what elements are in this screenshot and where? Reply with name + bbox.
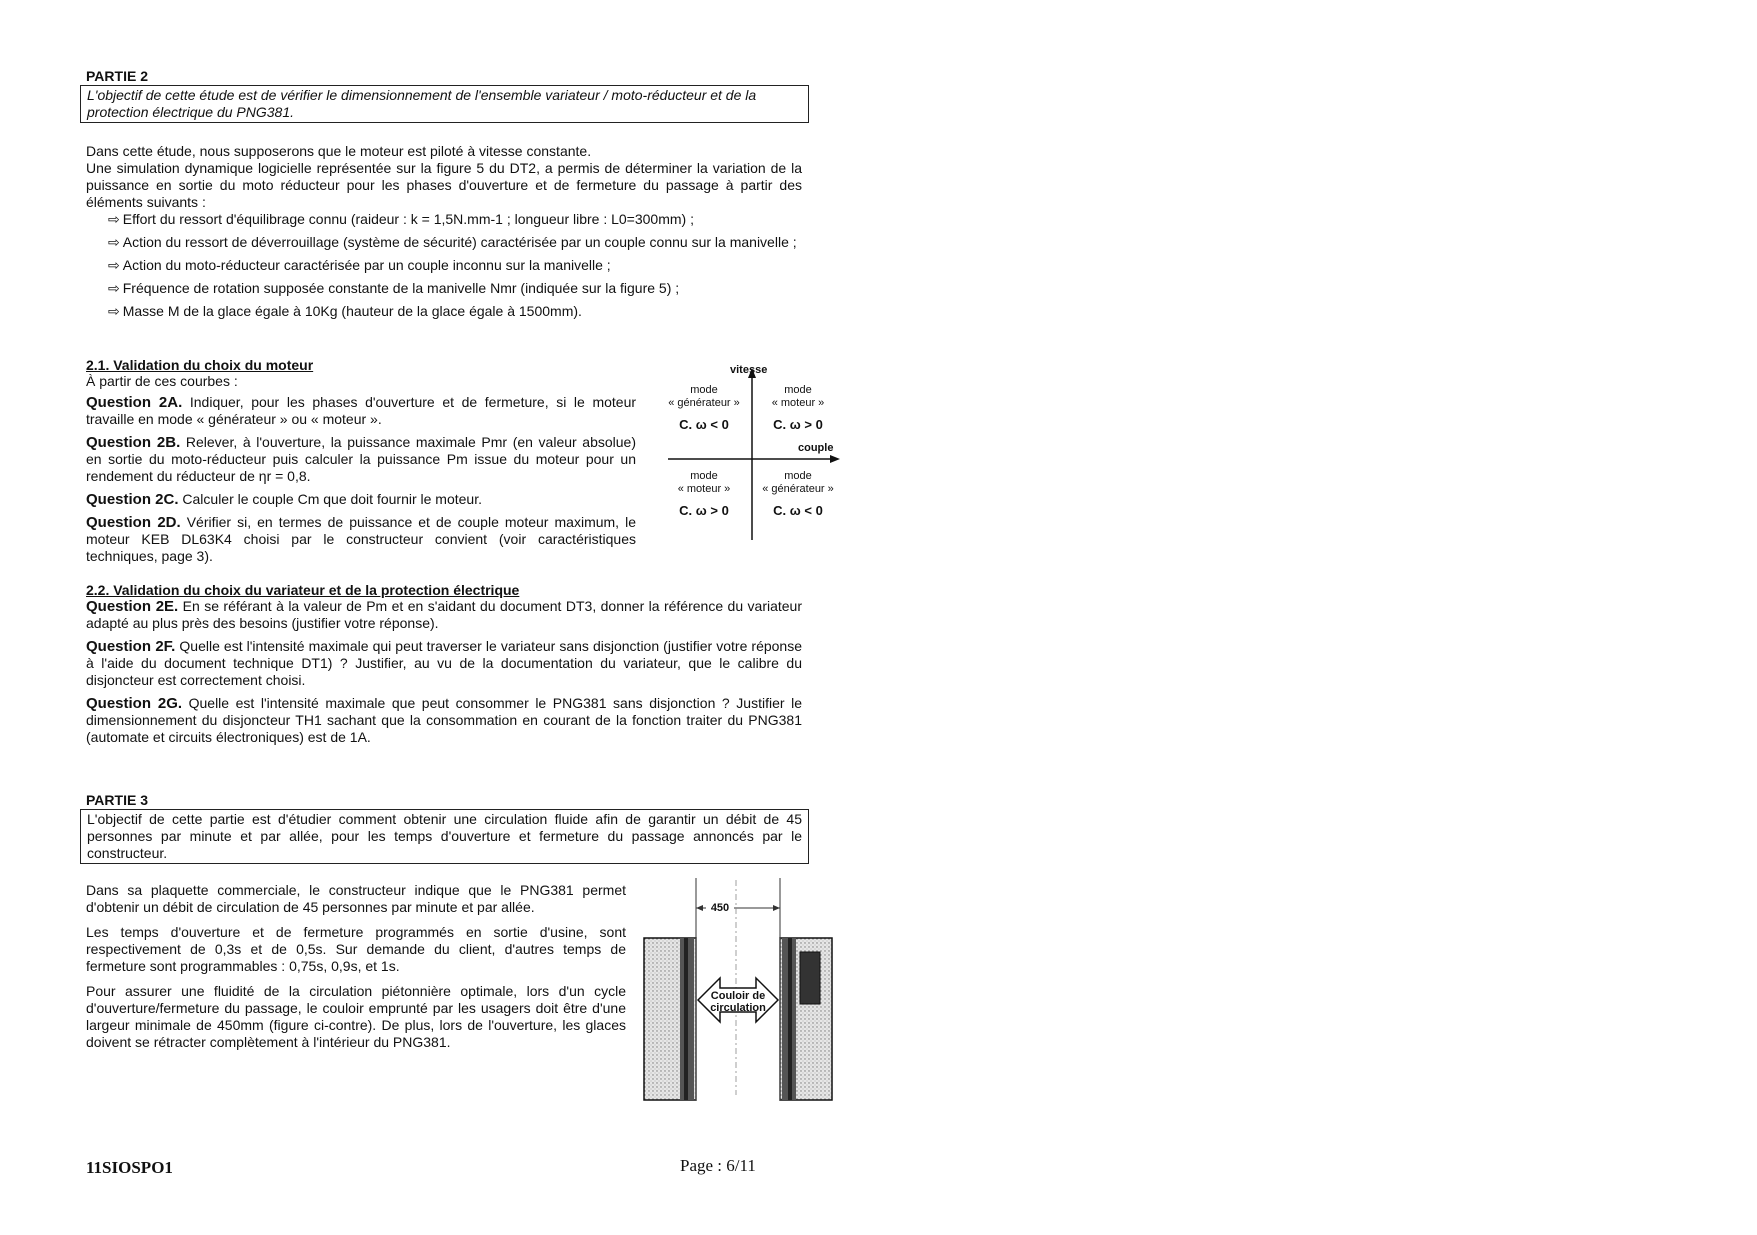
arrow-icon: ⇨ <box>108 211 120 227</box>
question-label: Question 2F. <box>86 638 176 655</box>
partie3-title: PARTIE 3 <box>86 792 148 808</box>
bullet-text: Effort du ressort d'équilibrage connu (raideur : k = 1,5N.mm-1 ; longueur libre : L0=300mm) ; <box>122 211 694 227</box>
section-2-1-title: 2.1. Validation du choix du moteur <box>86 357 314 373</box>
question-label: Question 2G. <box>86 695 183 712</box>
partie3-paragraph-1: Dans sa plaquette commerciale, le constructeur indique que le PNG381 permet d'obtenir un débit de circulation de 45 personnes par minute et par allée. <box>86 882 626 915</box>
question-text: Vérifier si, en termes de puissance et de couple moteur maximum, le moteur KEB DL63K4 choisi par le constructeur convient (voir caractéristiques techniques, page 3). <box>86 514 637 564</box>
corridor-drawing <box>640 870 836 1105</box>
section-2-1-intro: À partir de ces courbes : <box>86 373 238 389</box>
question-text: Indiquer, pour les phases d'ouverture et de fermeture, si le moteur travaille en mode « générateur » ou « moteur ». <box>86 394 637 427</box>
corridor-label <box>704 990 772 1014</box>
question-text: En se référant à la valeur de Pm et en s'aidant du document DT3, donner la référence du variateur adapté au plus près des besoins (justifier votre réponse). <box>86 598 803 631</box>
partie3-paragraph-2: Les temps d'ouverture et de fermeture programmés en sortie d'usine, sont respectivement de 0,3s et de 0,5s. Sur demande du client, d'autres temps de fermeture sont programmables : 0,75s, 0,9s, et 1s. <box>86 924 626 974</box>
arrow-icon: ⇨ <box>108 280 120 296</box>
question-2a <box>86 394 636 428</box>
question-text: Calculer le couple Cm que doit fournir le moteur. <box>182 491 482 507</box>
mode-formula: C. ω < 0 <box>679 417 729 432</box>
section-2-2 <box>86 582 802 746</box>
quadrant-diagram <box>660 362 840 542</box>
footer-code: 11SIOSPO1 <box>86 1158 173 1177</box>
bullet-text: Fréquence de rotation supposée constante de la manivelle Nmr (indiquée sur la figure 5) ; <box>122 280 680 296</box>
bullet-3 <box>108 257 802 274</box>
partie2-intro <box>86 143 802 211</box>
question-text: Relever, à l'ouverture, la puissance maximale Pmr (en valeur absolue) en sortie du moto-réducteur puis calculer la puissance Pm issue du moteur pour un rendement du réducteur de ηr = 0,8. <box>86 434 636 484</box>
question-2e <box>86 598 802 632</box>
quadrant-top-right <box>756 384 840 431</box>
intro-line-2: Une simulation dynamique logicielle représentée sur la figure 5 du DT2, a permis de déterminer la variation de la puissance en sortie du moto réducteur pour les phases d'ouverture et de fermeture du passage à partir des éléments suivants : <box>86 160 802 210</box>
partie2-objective: L'objectif de cette étude est de vérifier le dimensionnement de l'ensemble variateur / moto-réducteur et de la protection électrique du PNG381. <box>80 85 809 123</box>
mode-type: « moteur » <box>771 397 825 409</box>
question-2c <box>86 491 636 508</box>
section-2-1 <box>86 357 636 565</box>
bullet-5 <box>108 303 802 320</box>
question-label: Question 2D. <box>86 514 181 531</box>
partie3-body <box>86 882 626 1051</box>
question-2g <box>86 695 802 746</box>
mode-label: mode <box>690 470 718 482</box>
bullet-list <box>108 211 802 320</box>
axis-label-couple: couple <box>798 442 834 454</box>
bullet-1 <box>108 211 802 228</box>
quadrant-top-left <box>660 384 748 431</box>
mode-type: « moteur » <box>677 483 731 495</box>
mode-type: « générateur » <box>668 397 740 409</box>
corridor-label-line-2: circulation <box>710 1002 766 1014</box>
dimension-label: 450 <box>706 902 734 914</box>
mode-formula: C. ω > 0 <box>773 417 823 432</box>
quadrant-bottom-left <box>660 470 748 517</box>
mode-label: mode <box>690 384 718 396</box>
mode-type: « générateur » <box>762 483 834 495</box>
question-2d <box>86 514 636 565</box>
question-label: Question 2A. <box>86 394 183 411</box>
partie2-title: PARTIE 2 <box>86 68 148 84</box>
mode-formula: C. ω < 0 <box>773 503 823 518</box>
arrow-icon: ⇨ <box>108 303 120 319</box>
question-text: Quelle est l'intensité maximale qui peut traverser le variateur sans disjonction (justifier votre réponse à l'aide du document technique DT1) ? Justifier, au vu de la documentation du variateur, que le calibre du disjoncteur est correctement choisi. <box>86 638 802 688</box>
footer-page: Page : 6/11 <box>680 1156 756 1175</box>
question-text: Quelle est l'intensité maximale que peut consommer le PNG381 sans disjonction ? Justifier le dimensionnement du disjoncteur TH1 sachant que la consommation en courant de la fonction traiter du PNG381 (automate et circuits électroniques) est de 1A. <box>86 695 802 745</box>
bullet-4 <box>108 280 802 297</box>
arrow-icon: ⇨ <box>108 234 120 250</box>
axis-label-vitesse: vitesse <box>730 364 768 376</box>
bullet-2 <box>108 234 802 251</box>
question-label: Question 2C. <box>86 491 179 508</box>
question-label: Question 2B. <box>86 434 181 451</box>
corridor-figure <box>640 870 836 1105</box>
partie3-objective: L'objectif de cette partie est d'étudier comment obtenir une circulation fluide afin de garantir un débit de 45 personnes par minute et par allée, pour les temps d'ouverture et fermeture du passage annoncés par le constructeur. <box>80 809 809 864</box>
section-2-2-title: 2.2. Validation du choix du variateur et de la protection électrique <box>86 582 520 598</box>
quadrant-bottom-right <box>756 470 840 517</box>
partie3-paragraph-3: Pour assurer une fluidité de la circulation piétonnière optimale, lors d'un cycle d'ouverture/fermeture du passage, le couloir emprunté par les usagers doit être d'une largeur minimale de 450mm (figure ci-contre). De plus, lors de l'ouverture, les glaces doivent se rétracter complètement à l'intérieur du PNG381. <box>86 983 626 1050</box>
bullet-text: Masse M de la glace égale à 10Kg (hauteur de la glace égale à 1500mm). <box>122 303 582 319</box>
corridor-label-line-1: Couloir de <box>710 990 766 1002</box>
question-label: Question 2E. <box>86 598 179 615</box>
bullet-text: Action du moto-réducteur caractérisée par un couple inconnu sur la manivelle ; <box>122 257 611 273</box>
arrow-icon: ⇨ <box>108 257 120 273</box>
question-2f <box>86 638 802 689</box>
mode-formula: C. ω > 0 <box>679 503 729 518</box>
mode-label: mode <box>784 470 812 482</box>
bullet-text: Action du ressort de déverrouillage (système de sécurité) caractérisée par un couple connu sur la manivelle ; <box>122 234 797 250</box>
intro-line-1: Dans cette étude, nous supposerons que le moteur est piloté à vitesse constante. <box>86 143 592 159</box>
question-2b <box>86 434 636 485</box>
mode-label: mode <box>784 384 812 396</box>
